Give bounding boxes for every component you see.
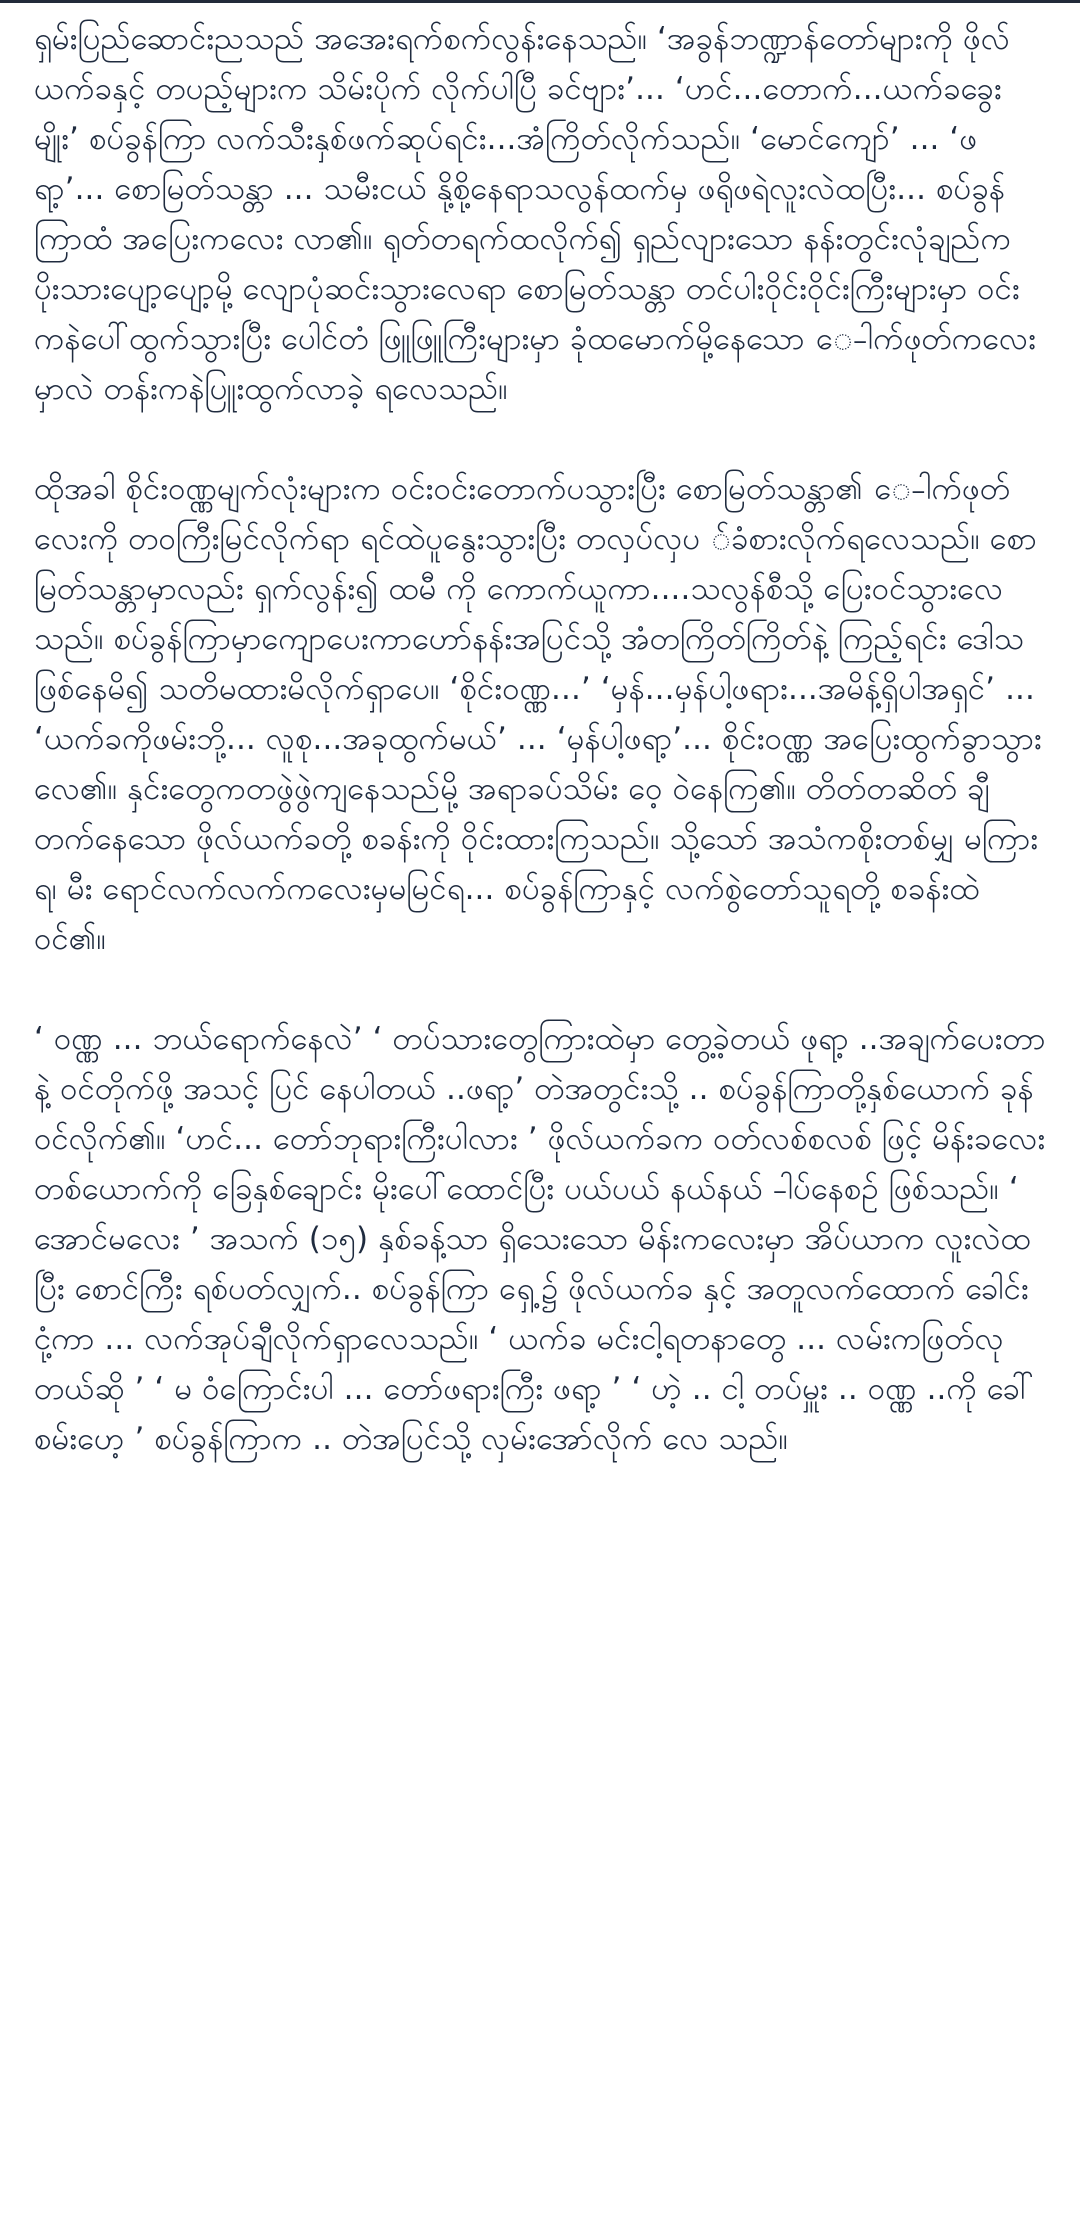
- story-text: [34, 14, 1046, 1464]
- paragraph-2: ထိုအခါ စိုင်းဝဏ္ဏမျက်လုံးများက ဝင်းဝင်းတောက်ပသွားပြီး စောမြတ်သန္တာ၏ ေ-ါက်ဖုတ် လေးကို တဝကြီးမြင်လိုက်ရာ ရင်ထဲပူနွေးသွားပြီး တလှပ်လှပ ်ခံစားလိုက်ရလေသည်။ စောမြတ်သန္တာမှာလည်း ရှက်လွန်း၍ ထမီ ကို ကောက်ယူကာ....သလွန်စီသို့ ပြေးဝင်သွားလေသည်။ စပ်ခွန်ကြာမှာကျောပေးကာဟော်နန်းအပြင်သို့ အံတကြိတ်ကြိတ်နဲ့ ကြည့်ရင်း ဒေါသဖြစ်နေမိ၍ သတိမထားမိလိုက်ရှာပေ။ ‘စိုင်းဝဏ္ဏ...’ ‘မှန်...မှန်ပါ့ဖရား...အမိန့်ရှိပါအရှင်’ ... ‘ယက်ခကိုဖမ်းဘို့... လူစု...အခုထွက်မယ်’ ... ‘မှန်ပါ့ဖရာ့’... စိုင်းဝဏ္ဏ အပြေးထွက်ခွာသွားလေ၏။ နှင်းတွေကတဖွဲဖွဲကျနေသည်မို့ အရာခပ်သိမ်း ဝေ့ ဝဲနေကြ၏။ တိတ်တဆိတ် ချီတက်နေသော ဖိုလ်ယက်ခတို့ စခန်းကို ဝိုင်းထားကြသည်။ သို့သော် အသံကစိုးတစ်မျှ မကြားရ၊ မီး ရောင်လက်လက်ကလေးမှမမြင်ရ... စပ်ခွန်ကြာနှင့် လက်စွဲတော်သူရတို့ စခန်းထဲဝင်၏။: [34, 471, 1042, 957]
- paragraph-3: ‘ ဝဏ္ဏ ... ဘယ်ရောက်နေလဲ’ ‘ တပ်သားတွေကြားထဲမှာ တွေ့ခဲ့တယ် ဖုရာ့ ..အချက်ပေးတာနဲ့ ဝင်တိုက်ဖို့ အသင့် ပြင် နေပါတယ် ..ဖရာ့’ တဲအတွင်းသို့ .. စပ်ခွန်ကြာတို့နှစ်ယောက် ခုန်ဝင်လိုက်၏။ ‘ဟင်... တော်ဘုရားကြီးပါလား ’ ဖိုလ်ယက်ခက ဝတ်လစ်စလစ် ဖြင့် မိန်းခလေးတစ်ယောက်ကို ခြေနှစ်ချောင်း မိုးပေါ်ထောင်ပြီး ပယ်ပယ် နယ်နယ် -ါပ်နေစဉ် ဖြစ်သည်။ ‘ အောင်မလေး ’ အသက် (၁၅) နှစ်ခန့်သာ ရှိသေးသော မိန်းကလေးမှာ အိပ်ယာက လူးလဲထပြီး စောင်ကြီး ရစ်ပတ်လျှက်.. စပ်ခွန်ကြာ ရှေ့၌ ဖိုလ်ယက်ခ နှင့် အတူလက်ထောက် ခေါင်းငုံ့ကာ ... လက်အုပ်ချီလိုက်ရှာလေသည်။ ‘ ယက်ခ မင်းငါ့ရတနာတွေ ... လမ်းကဖြတ်လုတယ်ဆို ’ ‘ မ ဝံကြောင်းပါ ... တော်ဖရားကြီး ဖရာ့ ’ ‘ ဟဲ့ .. ငါ့ တပ်မှူး .. ဝဏ္ဏ ..ကို ခေါ် စမ်းဟေ့ ’ စပ်ခွန်ကြာက .. တဲအပြင်သို့ လှမ်းအော်လိုက် လေ သည်။: [34, 1021, 1046, 1457]
- top-divider: [0, 0, 1080, 3]
- paragraph-1: ရှမ်းပြည်ဆောင်းညသည် အအေးရက်စက်လွန်းနေသည်။ ‘အခွန်ဘဏ္ဍာန်တော်များကို ဖိုလ်ယက်ခနှင့် တပည့်များက သိမ်းပိုက် လိုက်ပါပြီ ခင်ဗျား’... ‘ဟင်...တောက်...ယက်ခခွေးမျိုး’ စပ်ခွန်ကြာ လက်သီးနှစ်ဖက်ဆုပ်ရင်း...အံကြိတ်လိုက်သည်။ ‘မောင်ကျော်’ ... ‘ဖရာ့’... စောမြတ်သန္တာ ... သမီးငယ် နို့စို့နေရာသလွန်ထက်မှ ဖရိုဖရဲလူးလဲထပြီး... စပ်ခွန်ကြာထံ အပြေးကလေး လာ၏။ ရုတ်တရက်ထလိုက်၍ ရှည်လျားသော နန်းတွင်းလုံချည်က ပိုးသားပျော့ပျော့မို့ လျောပုံဆင်းသွားလေရာ စောမြတ်သန္တာ တင်ပါးဝိုင်းဝိုင်းကြီးများမှာ ဝင်းကနဲပေါ်ထွက်သွားပြီး ပေါင်တံ ဖြူဖြူကြီးများမှာ ခုံထမောက်မို့နေသော ေ-ါက်ဖုတ်ကလေးမှာလဲ တန်းကနဲပြူးထွက်လာခဲ့ ရလေသည်။: [34, 21, 1037, 407]
